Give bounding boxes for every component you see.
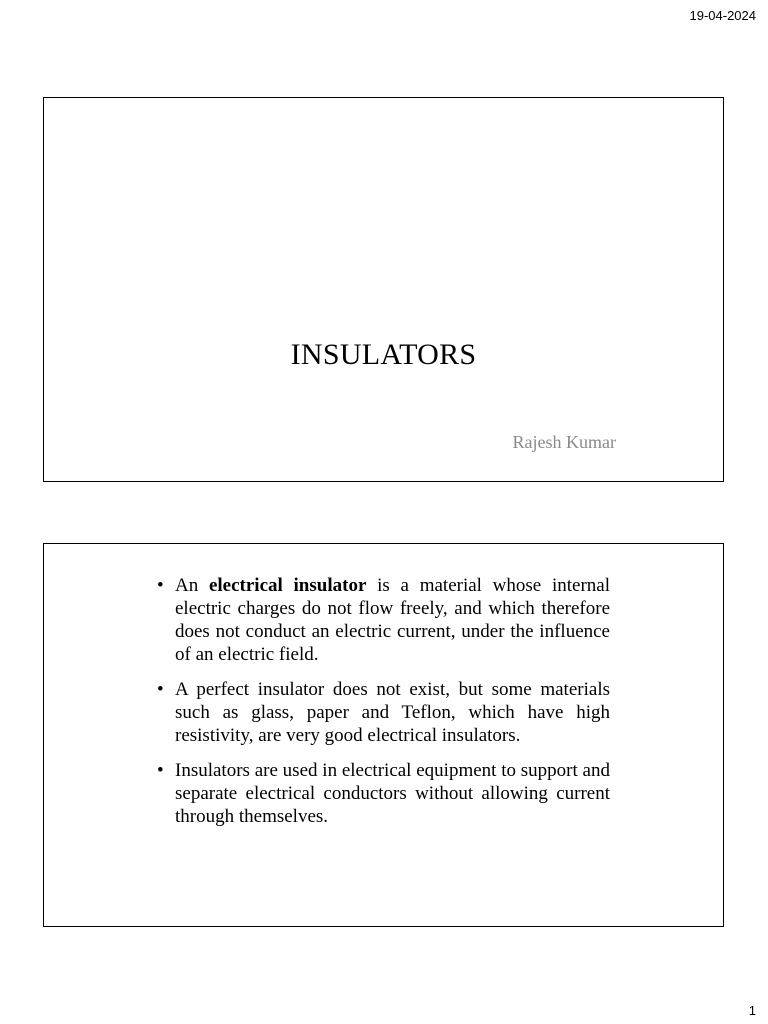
bullet-text: Insulators are used in electrical equipment to support and separate electrical conductors without allowing current through themselves.: [175, 760, 610, 827]
bullet-list: [156, 574, 610, 840]
page-number: 1: [748, 1003, 756, 1018]
bullet-icon: •: [157, 760, 164, 781]
title-slide: [43, 97, 724, 482]
bullet-item-usage: [156, 759, 610, 828]
slide-title: INSULATORS: [290, 338, 477, 371]
bullet-icon: •: [157, 679, 164, 700]
slide-author: Rajesh Kumar: [512, 432, 616, 452]
bullet-text-bold-term: electrical insulator: [208, 575, 367, 596]
bullet-text-prefix: An: [175, 575, 209, 596]
handout-date: 19-04-2024: [689, 8, 756, 23]
content-slide: [43, 543, 724, 927]
bullet-item-definition: [156, 574, 610, 666]
bullet-text-rest: is a material whose internal electric charges do not flow freely, and which therefore does not conduct an electric current, under the influence of an electric field.: [175, 575, 610, 665]
bullet-item-perfect-insulator: [156, 678, 610, 747]
bullet-icon: •: [157, 575, 164, 596]
bullet-text: A perfect insulator does not exist, but some materials such as glass, paper and Teflon, which have high resistivity, are very good electrical insulators.: [175, 679, 610, 746]
